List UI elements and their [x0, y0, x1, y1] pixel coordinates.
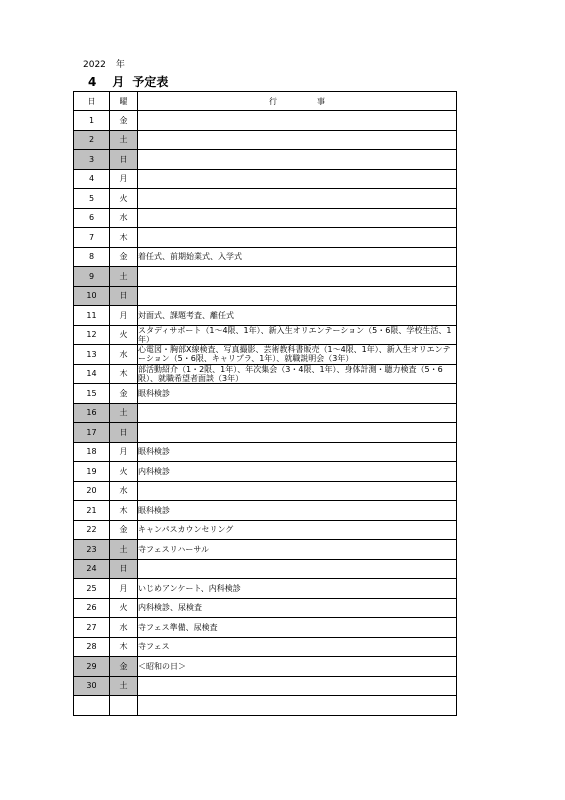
table-row: [74, 423, 457, 443]
table-row: [74, 150, 457, 170]
month-value: 4: [88, 75, 97, 89]
weekday-cell: 土: [110, 403, 138, 423]
table-row: [74, 540, 457, 560]
event-cell: [138, 189, 457, 209]
day-cell: 29: [74, 657, 110, 677]
table-row: [74, 442, 457, 462]
event-cell: [138, 228, 457, 248]
weekday-cell: 金: [110, 247, 138, 267]
table-row: [74, 364, 457, 384]
table-row: [74, 520, 457, 540]
weekday-cell: 日: [110, 559, 138, 579]
table-row: [74, 267, 457, 287]
event-cell: 対面式、課題考査、離任式: [138, 306, 457, 326]
weekday-cell: 土: [110, 267, 138, 287]
table-row: [74, 657, 457, 677]
weekday-cell: 水: [110, 208, 138, 228]
event-cell: 部活動紹介（1・2限、1年）、年次集会（3・4限、1年）、身体計測・聴力検査（5・6限）、就職希望者面談（3年）: [138, 364, 457, 384]
day-cell: 1: [74, 111, 110, 131]
day-cell: 21: [74, 501, 110, 521]
day-cell: 25: [74, 579, 110, 599]
table-row: [74, 481, 457, 501]
table-row: [74, 676, 457, 696]
weekday-cell: 水: [110, 345, 138, 365]
day-cell: 10: [74, 286, 110, 306]
event-cell: ＜昭和の日＞: [138, 657, 457, 677]
event-cell: 内科検診: [138, 462, 457, 482]
day-cell: 18: [74, 442, 110, 462]
year-line: [83, 57, 125, 70]
table-row: [74, 306, 457, 326]
event-cell: [138, 111, 457, 131]
month-label: 月: [112, 75, 125, 89]
table-row: [74, 501, 457, 521]
schedule-table: [73, 91, 457, 716]
weekday-cell: 火: [110, 462, 138, 482]
weekday-cell: 金: [110, 111, 138, 131]
table-row: [74, 579, 457, 599]
event-cell: 寺フェス準備、尿検査: [138, 618, 457, 638]
event-cell: 眼科検診: [138, 384, 457, 404]
event-cell: [138, 150, 457, 170]
day-cell: 17: [74, 423, 110, 443]
day-cell: 9: [74, 267, 110, 287]
day-cell: 7: [74, 228, 110, 248]
event-cell: 寺フェスリハーサル: [138, 540, 457, 560]
event-cell: [138, 208, 457, 228]
weekday-cell: 月: [110, 306, 138, 326]
weekday-cell: 水: [110, 481, 138, 501]
table-row: [74, 286, 457, 306]
day-cell: 3: [74, 150, 110, 170]
table-header-row: [74, 92, 457, 111]
weekday-cell: 木: [110, 637, 138, 657]
event-cell: [138, 559, 457, 579]
day-cell: 12: [74, 325, 110, 345]
event-cell: [138, 676, 457, 696]
column-header-weekday: 曜: [110, 92, 138, 111]
table-row: [74, 696, 457, 716]
day-cell: 13: [74, 345, 110, 365]
event-cell: いじめアンケート、内科検診: [138, 579, 457, 599]
day-cell: 11: [74, 306, 110, 326]
year-label: 年: [115, 60, 125, 70]
day-cell: [74, 696, 110, 716]
day-cell: 23: [74, 540, 110, 560]
weekday-cell: 水: [110, 618, 138, 638]
day-cell: 27: [74, 618, 110, 638]
weekday-cell: 土: [110, 540, 138, 560]
weekday-cell: 木: [110, 501, 138, 521]
day-cell: 15: [74, 384, 110, 404]
table-row: [74, 111, 457, 131]
day-cell: 6: [74, 208, 110, 228]
day-cell: 24: [74, 559, 110, 579]
weekday-cell: 金: [110, 384, 138, 404]
event-cell: [138, 481, 457, 501]
year-value: 2022: [83, 60, 106, 70]
event-cell: 眼科検診: [138, 442, 457, 462]
day-cell: 28: [74, 637, 110, 657]
weekday-cell: 木: [110, 228, 138, 248]
weekday-cell: 日: [110, 150, 138, 170]
event-cell: [138, 696, 457, 716]
table-row: [74, 208, 457, 228]
day-cell: 19: [74, 462, 110, 482]
event-cell: [138, 423, 457, 443]
table-row: [74, 462, 457, 482]
weekday-cell: 火: [110, 598, 138, 618]
table-row: [74, 130, 457, 150]
column-header-events: [138, 92, 457, 111]
table-row: [74, 637, 457, 657]
weekday-cell: 火: [110, 325, 138, 345]
weekday-cell: 月: [110, 442, 138, 462]
day-cell: 4: [74, 169, 110, 189]
weekday-cell: 日: [110, 286, 138, 306]
day-cell: 2: [74, 130, 110, 150]
table-row: [74, 403, 457, 423]
event-cell: 心電図・胸部X線検査、写真撮影、芸術教科書販売（1～4限、1年）、新入生オリエンテーション（5・6限、キャリプラ、1年）、就職説明会（3年）: [138, 345, 457, 365]
weekday-cell: 木: [110, 364, 138, 384]
event-cell: 眼科検診: [138, 501, 457, 521]
day-cell: 30: [74, 676, 110, 696]
weekday-cell: 土: [110, 676, 138, 696]
table-row: [74, 559, 457, 579]
day-cell: 16: [74, 403, 110, 423]
weekday-cell: 月: [110, 579, 138, 599]
day-cell: 8: [74, 247, 110, 267]
event-cell: [138, 267, 457, 287]
event-cell: 着任式、前期始業式、入学式: [138, 247, 457, 267]
weekday-cell: [110, 696, 138, 716]
table-row: [74, 325, 457, 345]
day-cell: 26: [74, 598, 110, 618]
weekday-cell: 土: [110, 130, 138, 150]
day-cell: 20: [74, 481, 110, 501]
table-row: [74, 247, 457, 267]
schedule-title: 予定表: [132, 75, 169, 89]
table-row: [74, 618, 457, 638]
day-cell: 22: [74, 520, 110, 540]
column-header-events-2: 事: [317, 96, 325, 106]
day-cell: 14: [74, 364, 110, 384]
table-row: [74, 345, 457, 365]
weekday-cell: 火: [110, 189, 138, 209]
event-cell: キャンパスカウンセリング: [138, 520, 457, 540]
event-cell: スタディサポート（1～4限、1年）、新入生オリエンテーション（5・6限、学校生活、1年）: [138, 325, 457, 345]
column-header-day: 日: [74, 92, 110, 111]
weekday-cell: 金: [110, 657, 138, 677]
table-row: [74, 228, 457, 248]
table-row: [74, 384, 457, 404]
event-cell: [138, 403, 457, 423]
page-title: [88, 73, 168, 90]
event-cell: [138, 169, 457, 189]
column-header-events-1: 行: [269, 96, 277, 106]
table-row: [74, 598, 457, 618]
weekday-cell: 月: [110, 169, 138, 189]
table-row: [74, 189, 457, 209]
event-cell: [138, 130, 457, 150]
event-cell: 内科検診、尿検査: [138, 598, 457, 618]
event-cell: 寺フェス: [138, 637, 457, 657]
table-row: [74, 169, 457, 189]
weekday-cell: 金: [110, 520, 138, 540]
weekday-cell: 日: [110, 423, 138, 443]
day-cell: 5: [74, 189, 110, 209]
event-cell: [138, 286, 457, 306]
